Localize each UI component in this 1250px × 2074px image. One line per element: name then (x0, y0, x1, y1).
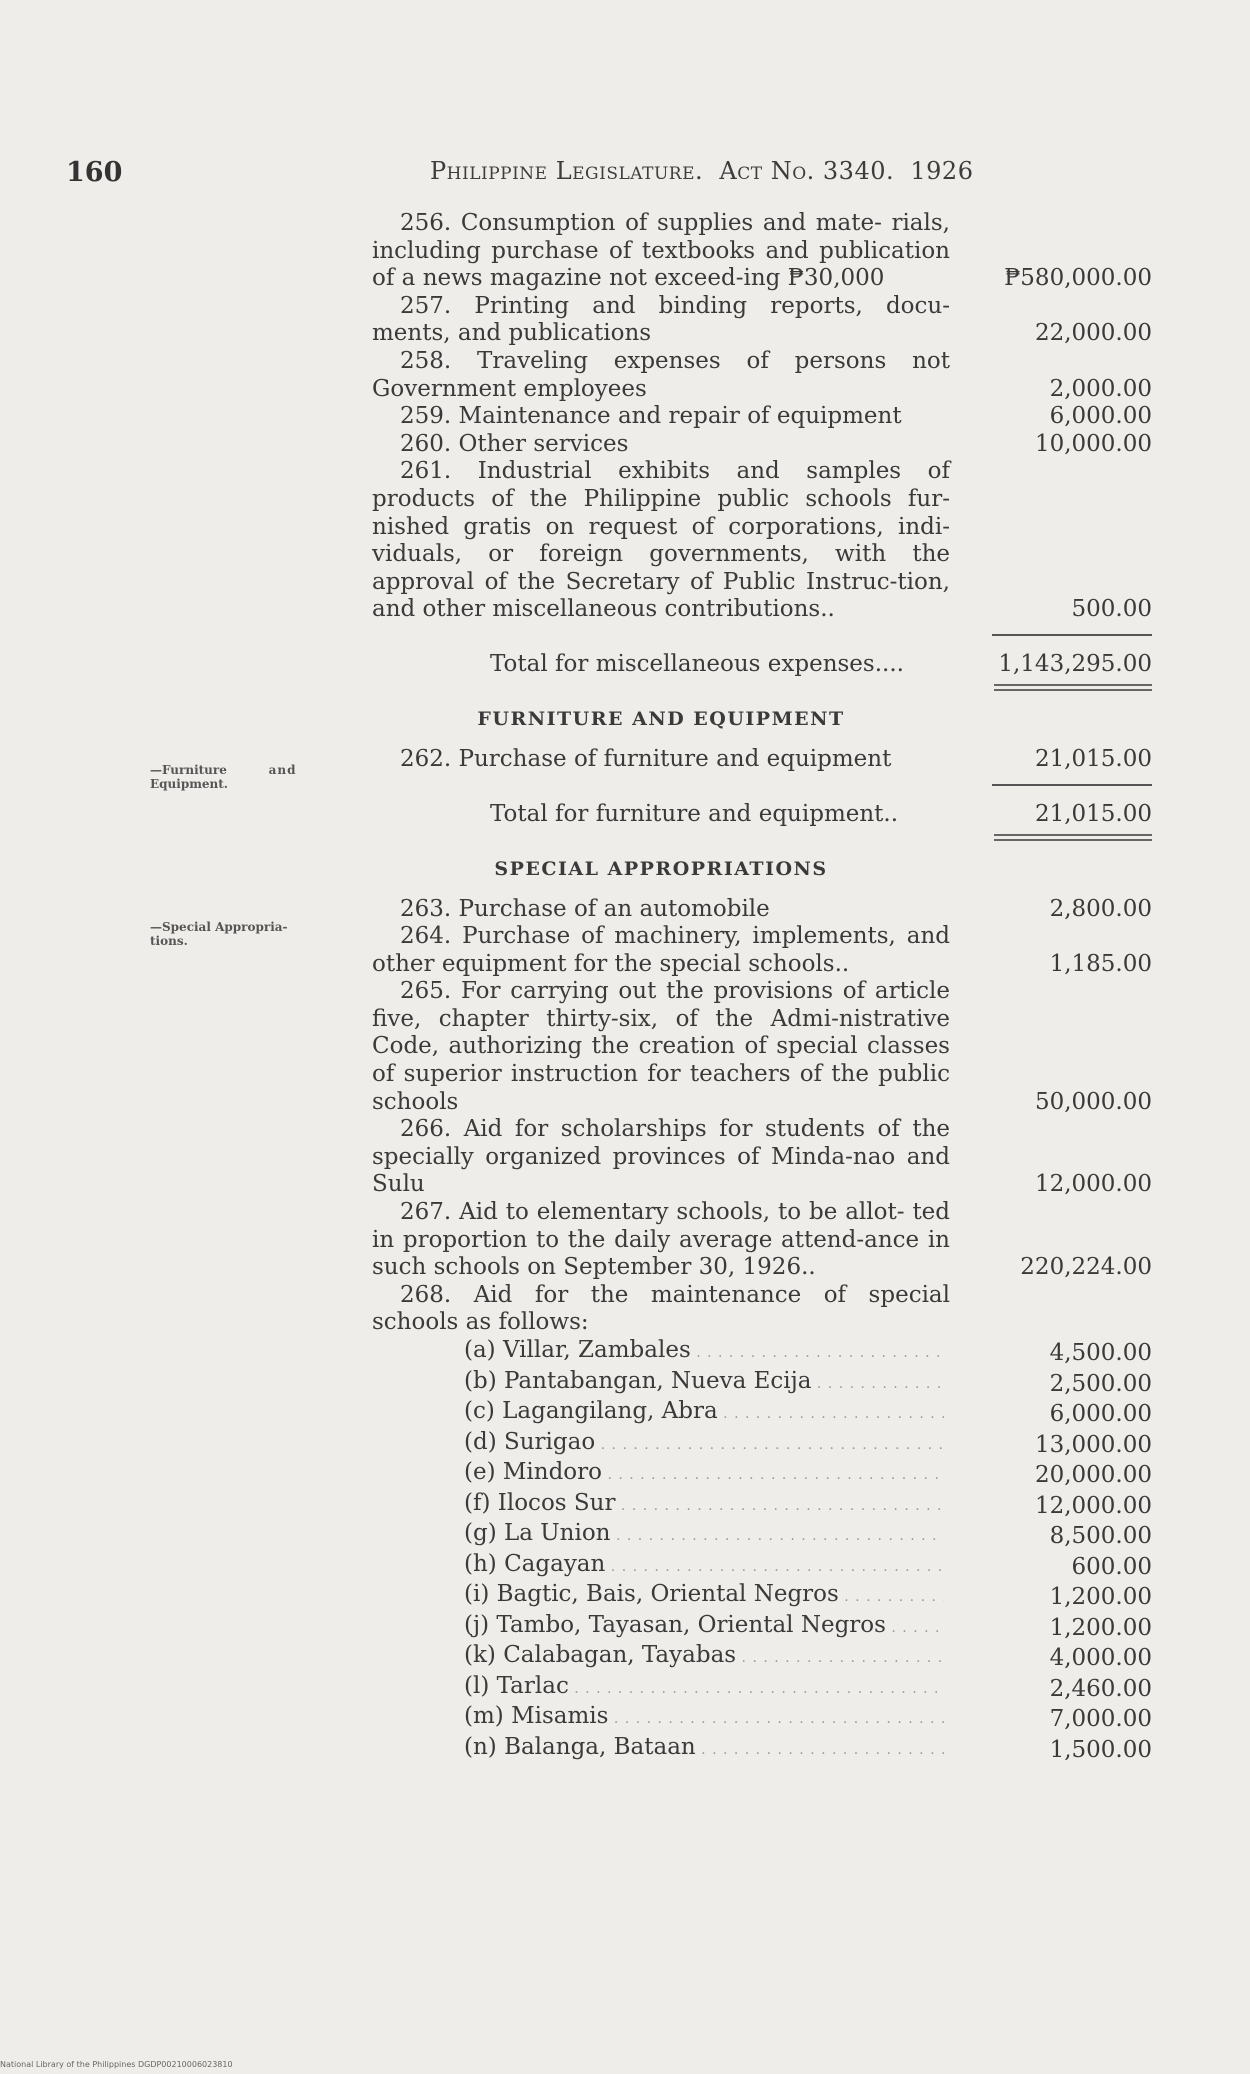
school-row (372, 1703, 1152, 1734)
misc-entry-amount: 22,000.00 (1034, 320, 1152, 347)
side-note-furniture-line2: Equipment. (150, 777, 228, 791)
special-entry-first-line: 268. Aid for the maintenance of special (400, 1281, 950, 1308)
special-entry-continuation: schools as follows: (372, 1309, 589, 1336)
school-name: (d) Surigao . . . (464, 1429, 944, 1460)
school-name: (n) Balanga, Bataan . . . (464, 1734, 944, 1765)
misc-entry-text (372, 458, 950, 624)
misc-entry-text (372, 210, 950, 293)
double-rule (372, 684, 1152, 692)
special-entry-first-line: 265. For carrying out the provisions of (400, 978, 866, 1005)
special-entry-text (372, 1116, 950, 1199)
special-entry-amount: 220,224.00 (1020, 1254, 1152, 1281)
furniture-entry-text: 262. Purchase of furniture and equipment (400, 745, 892, 772)
school-amount: 4,500.00 (1049, 1340, 1152, 1366)
misc-entry (372, 293, 1152, 348)
school-row (372, 1612, 1152, 1643)
school-row (372, 1429, 1152, 1460)
misc-entry-amount: 2,000.00 (1049, 375, 1152, 402)
school-amount: 13,000.00 (1034, 1431, 1152, 1458)
misc-entry-first-line: 259. Maintenance and repair of equipment (400, 403, 902, 430)
school-amount: 2,460.00 (1049, 1675, 1152, 1702)
special-entry (372, 923, 1152, 978)
special-entry-amount: 1,185.00 (1049, 950, 1152, 977)
school-name: (a) Villar, Zambales . . . (464, 1337, 944, 1368)
school-row (372, 1734, 1152, 1765)
special-entry-text (372, 1282, 950, 1337)
special-entry-amount: 2,800.00 (1049, 895, 1152, 922)
side-note-furniture-and: and (268, 763, 297, 777)
school-row (372, 1642, 1152, 1673)
total-rule (372, 784, 1152, 786)
special-entry-first-line: 267. Aid to elementary schools, to be allot- (400, 1199, 905, 1226)
school-name: (j) Tambo, Tayasan, Oriental Negros . . . (464, 1612, 944, 1643)
special-entry-continuation: ted in proportion to the daily average attend-ance in such schools on September 30, 1926.. (372, 1199, 951, 1281)
misc-entry-first-line: 258. Traveling expenses of persons not (400, 347, 950, 374)
misc-entry (372, 458, 1152, 624)
school-name: (e) Mindoro . . . (464, 1459, 944, 1490)
special-entry (372, 896, 1152, 924)
school-amount: 1,200.00 (1049, 1584, 1152, 1610)
special-entry-first-line: 264. Purchase of machinery, implements, (400, 923, 896, 950)
misc-entry-continuation: Government employees (372, 375, 647, 402)
furniture-entry-amount: 21,015.00 (1034, 745, 1152, 772)
school-name: (g) La Union . . . (464, 1520, 944, 1551)
total-furniture-amount: 21,015.00 (1034, 800, 1152, 827)
total-rule (372, 634, 1152, 636)
misc-entry-first-line: 256. Consumption of supplies and mate- (400, 210, 882, 236)
misc-entry-text (372, 431, 950, 459)
school-amount: 12,000.00 (1034, 1492, 1152, 1519)
misc-entry-amount: 10,000.00 (1034, 430, 1152, 457)
misc-entry-text (372, 293, 950, 348)
document-body (372, 210, 1152, 1764)
special-entry-first-line: 266. Aid for scholarships for students of (400, 1116, 900, 1143)
total-misc-label: Total for miscellaneous expenses.... (490, 650, 904, 677)
side-note-furniture (150, 763, 365, 791)
misc-entry-continuation: products of the Philippine public schools fur-nished gratis on request of corporations, indi-viduals, or foreign governments, with the approval of the Secretary of Public Instruc-tion, and other miscellaneous contributions.. (372, 485, 950, 623)
special-entry-text (372, 1199, 950, 1282)
running-head (430, 157, 973, 185)
school-amount: 6,000.00 (1049, 1401, 1152, 1427)
special-entries (372, 896, 1152, 1338)
special-entry-amount: 50,000.00 (1034, 1088, 1152, 1115)
misc-entry-continuation: rials, including purchase of textbooks and publication of a news magazine not exceed-ing ₱30,000 (372, 210, 950, 292)
misc-entry-continuation: ments, and publications (372, 320, 652, 347)
special-heading: SPECIAL APPROPRIATIONS (494, 857, 828, 880)
running-head-title: Philippine Legislature. (430, 157, 704, 185)
school-row (372, 1398, 1152, 1429)
school-name: (f) Ilocos Sur . . . (464, 1490, 944, 1521)
misc-entry-first-line: 257. Printing and binding reports, docu- (400, 292, 950, 319)
side-note-special-line2: tions. (150, 934, 188, 948)
school-amount: 600.00 (1071, 1553, 1152, 1580)
school-row (372, 1673, 1152, 1704)
running-head-act: Act No. 3340. (719, 157, 895, 185)
school-name: (l) Tarlac . . . (464, 1673, 944, 1704)
school-amount: 20,000.00 (1034, 1462, 1152, 1488)
special-entry-text (372, 896, 950, 924)
misc-entry (372, 348, 1152, 403)
school-name: (i) Bagtic, Bais, Oriental Negros . . . (464, 1581, 944, 1612)
school-row (372, 1581, 1152, 1612)
total-furniture-row (372, 800, 1152, 828)
school-amount: 1,200.00 (1049, 1614, 1152, 1641)
misc-entry-text (372, 348, 950, 403)
school-amount: 1,500.00 (1049, 1736, 1152, 1763)
school-row (372, 1551, 1152, 1582)
total-furniture-label: Total for furniture and equipment.. (490, 800, 899, 827)
total-misc-row (372, 650, 1152, 678)
school-row (372, 1459, 1152, 1490)
special-entry-amount: 12,000.00 (1034, 1171, 1152, 1198)
side-note-furniture-line1: —Furniture (150, 763, 227, 777)
schools-list (372, 1337, 1152, 1764)
school-name: (m) Misamis . . . (464, 1703, 944, 1734)
side-note-special (150, 920, 365, 948)
misc-entry (372, 431, 1152, 459)
school-amount: 8,500.00 (1049, 1523, 1152, 1549)
school-name: (c) Lagangilang, Abra . . . (464, 1398, 944, 1429)
school-amount: 4,000.00 (1049, 1645, 1152, 1671)
misc-entry-amount: 6,000.00 (1049, 403, 1152, 430)
special-entry-text (372, 978, 950, 1116)
misc-entry-first-line: 260. Other services (400, 430, 629, 457)
misc-entry-amount: 500.00 (1071, 596, 1152, 623)
school-row (372, 1368, 1152, 1399)
school-amount: 7,000.00 (1049, 1706, 1152, 1732)
furniture-heading: FURNITURE AND EQUIPMENT (477, 707, 845, 730)
special-entry-first-line: 263. Purchase of an automobile (400, 895, 770, 922)
school-amount: 2,500.00 (1049, 1370, 1152, 1397)
school-row (372, 1520, 1152, 1551)
misc-entry-text (372, 403, 950, 431)
special-entry-text (372, 923, 950, 978)
page-number: 160 (66, 157, 123, 188)
special-entry-continuation: the specially organized provinces of Minda-nao and Sulu (372, 1116, 951, 1198)
special-entry (372, 1282, 1152, 1337)
special-entry-continuation: article five, chapter thirty-six, of the Admi-nistrative Code, authorizing the creation of special classes of superior instruction for teachers of the public schools (372, 978, 951, 1115)
misc-entry-amount: ₱580,000.00 (1004, 265, 1152, 292)
misc-entry (372, 403, 1152, 431)
school-name: (h) Cagayan . . . (464, 1551, 944, 1582)
special-entry (372, 978, 1152, 1116)
total-misc-amount: 1,143,295.00 (998, 650, 1152, 677)
footer-credit: National Library of the Philippines DGDP00210006023810 (0, 2060, 233, 2069)
school-name: (k) Calabagan, Tayabas . . . (464, 1642, 944, 1673)
double-rule (372, 834, 1152, 842)
special-entry (372, 1116, 1152, 1199)
side-note-special-line1: —Special Appropria- (150, 920, 288, 934)
school-name: (b) Pantabangan, Nueva Ecija . . . (464, 1368, 944, 1399)
special-entry (372, 1199, 1152, 1282)
running-head-year: 1926 (910, 157, 974, 185)
misc-entries (372, 210, 1152, 624)
misc-entry-first-line: 261. Industrial exhibits and samples of (400, 458, 950, 485)
school-row (372, 1490, 1152, 1521)
misc-entry (372, 210, 1152, 293)
special-entry-continuation: and other equipment for the special schools.. (372, 923, 951, 977)
school-row (372, 1337, 1152, 1368)
furniture-entry (372, 746, 1152, 774)
